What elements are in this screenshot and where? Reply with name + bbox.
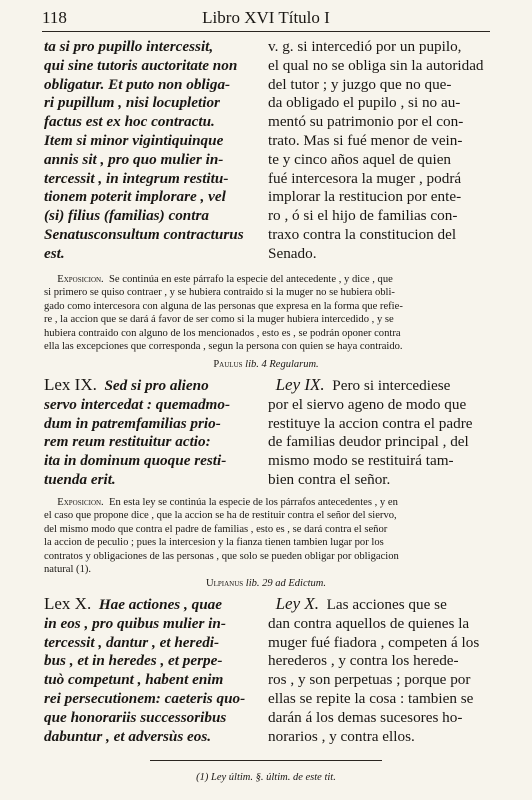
exposicion-line: natural (1). [44, 564, 92, 576]
running-title: Libro XVI Título I [202, 8, 330, 27]
latin-line: ta si pro pupillo intercessit, [44, 38, 214, 55]
latin-line: Item si minor vigintiquinque [44, 131, 224, 149]
spanish-line: da obligado el pupilo , si no au- [268, 94, 461, 112]
page-number: 118 [42, 8, 67, 27]
spanish-line: mismo modo se restituirá tam- [268, 452, 454, 470]
spanish-line: ro , ó si el hijo de familias con- [268, 207, 458, 225]
source-author: Paulus [213, 359, 243, 370]
spanish-column [268, 38, 492, 264]
exposicion-label: Exposicion. [57, 497, 104, 508]
latin-line: tercessit , dantur , et heredi- [44, 633, 220, 651]
spanish-line: ros , y son perpetuas ; porque por [268, 671, 471, 689]
spanish-line: herederos , y contra los herede- [268, 652, 459, 670]
latin-line: Hae actiones , quae [98, 596, 222, 613]
latin-line: obligatur. Et puto non obliga- [44, 75, 231, 93]
latin-line: rei persecutionem: caeteris quo- [44, 689, 246, 707]
spanish-line: muger fué fiadora , competen á los [268, 633, 480, 651]
latin-first-line [44, 376, 262, 396]
latin-column [44, 376, 262, 490]
spanish-line: restituye la accion contra el padre [268, 414, 473, 432]
spanish-line: implorar la restitucion por ente- [268, 188, 462, 206]
spanish-line: Pero si intercediese [332, 377, 451, 394]
spanish-line: te y cinco años aquel de quien [268, 150, 452, 168]
exposicion-line: re , la accion que se dará á favor de ser como si la muger hubiera intercedido , y se [44, 314, 394, 326]
latin-line: tuenda erit. [44, 470, 116, 488]
spanish-line: norarios , y contra ellos. [268, 727, 415, 745]
latin-line: bus , et in heredes , et perpe- [44, 652, 223, 670]
source-reference: lib. 29 ad Edictum. [245, 578, 326, 589]
lex-label: Lex X. [44, 595, 92, 613]
latin-line: est. [44, 244, 65, 262]
source-citation-2 [0, 578, 532, 589]
latin-column [44, 595, 262, 746]
spanish-line: Senado. [268, 244, 317, 262]
latin-line: (si) filius (familias) contra [44, 207, 209, 225]
exposicion-line: si primero se quiso contraer , y se hubiera contraido si la muger no se hubiera obli- [44, 287, 395, 299]
spanish-line: fué intercesora la muger , podrá [268, 169, 462, 187]
latin-column [44, 38, 262, 264]
spanish-column [268, 376, 492, 490]
spanish-line: ellas se repite la cosa : tambien se [268, 689, 474, 707]
exposicion-line: la accion de peculio ; pues la intercesion y la fianza tienen tambien lugar por los [44, 537, 384, 549]
exposicion-first-line [44, 496, 496, 509]
exposicion-label: Exposicion. [57, 274, 104, 285]
spanish-line: el qual no se obliga sin la autoridad [268, 56, 484, 74]
spanish-first-line [268, 376, 492, 396]
header-rule [42, 31, 490, 32]
latin-line: ita in dominum quoque resti- [44, 452, 227, 470]
latin-line: annis sit , pro quo mulier in- [44, 150, 224, 168]
ley-label: Ley IX. [275, 376, 325, 394]
latin-line: dum in patremfamilias prio- [44, 414, 221, 432]
spanish-line: bien contra el señor. [268, 470, 391, 488]
spanish-line: v. g. si intercedió por un pupilo, [268, 38, 462, 55]
latin-line: factus est ex hoc contractu. [44, 113, 215, 131]
latin-line: Sed si pro alieno [104, 377, 209, 394]
latin-line: tercessit , in integrum restitu- [44, 169, 229, 187]
latin-line: rem reum restituitur actio: [44, 433, 211, 451]
exposicion-line: del mismo modo que contra el padre de familias , esto es , se dará contra el señor [44, 523, 388, 535]
exposicion-first-line [44, 273, 496, 286]
latin-line: in eos , pro quibus mulier in- [44, 614, 226, 632]
spanish-line: mentó su patrimonio por el con- [268, 113, 464, 131]
exposicion-line: contratos y obligaciones de las personas , que solo se pueden obligar por obligacion [44, 550, 399, 562]
latin-line: que honorariis successoribus [44, 708, 227, 726]
spanish-line: del tutor ; y juzgo que no que- [268, 75, 452, 93]
exposicion-2 [44, 496, 496, 576]
latin-line: dabuntur , et adversùs eos. [44, 727, 212, 745]
spanish-line: trato. Mas si fué menor de vein- [268, 131, 463, 149]
spanish-line: darán á los demas sucesores ho- [268, 708, 463, 726]
spanish-line: Las acciones que se [326, 596, 447, 613]
spanish-line: por el siervo ageno de modo que [268, 395, 467, 413]
latin-line: qui sine tutoris auctoritate non [44, 56, 238, 74]
source-citation-1 [0, 359, 532, 370]
exposicion-1 [44, 273, 496, 353]
exposicion-line: el caso que propone dice , que la accion se ha de restituir contra el señor del siervo, [44, 510, 397, 522]
spanish-line: traxo contra la constitucion del [268, 225, 457, 243]
latin-line: servo intercedat : quemadmo- [44, 395, 231, 413]
latin-first-line [44, 595, 262, 615]
spanish-column [268, 595, 492, 746]
exposicion-line: En esta ley se continúa la especie de los párrafos antecedentes , y en [109, 497, 398, 508]
latin-line: Senatusconsultum contracturus [44, 225, 244, 243]
source-author: Ulpianus [206, 578, 244, 589]
exposicion-line: gado como intercesora con alguna de las personas que expresa en la forma que refie- [44, 300, 403, 312]
lex-label: Lex IX. [44, 376, 97, 394]
spanish-line: dan contra aquellos de quienes la [268, 614, 470, 632]
spanish-line: de familias deudor principal , del [268, 433, 469, 451]
exposicion-line: ella las excepciones que corresponda , segun la persona con quien se haya contraido. [44, 341, 403, 353]
latin-line: tionem poterit implorare , vel [44, 188, 226, 206]
source-reference: lib. 4 Regularum. [245, 359, 319, 370]
exposicion-line: Se continúa en este párrafo la especie del antecedente , y dice , que [109, 274, 393, 285]
footnote: (1) Ley últim. §. últim. de este tit. [196, 772, 336, 783]
latin-line: ri pupillum , nisi locupletior [44, 94, 220, 112]
exposicion-line: hubiera contraido con alguno de los mencionados , esto es , se podrán oponer contra [44, 327, 401, 339]
footnote-rule [150, 760, 382, 761]
latin-line: tuò competunt , habent enim [44, 671, 224, 689]
spanish-first-line [268, 595, 492, 615]
running-header [42, 8, 490, 30]
ley-label: Ley X. [275, 595, 320, 613]
